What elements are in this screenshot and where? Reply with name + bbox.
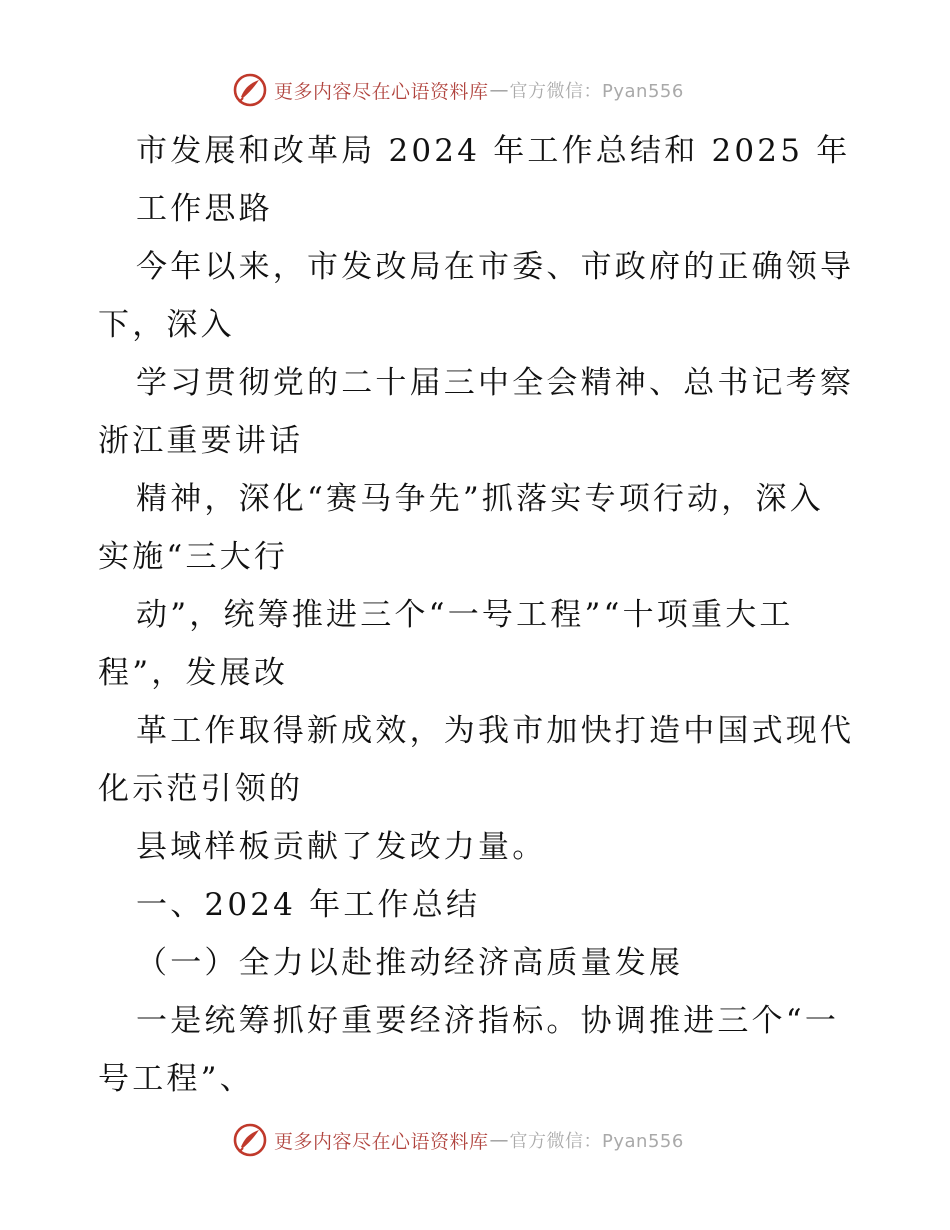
paragraph-line: 一是统筹抓好重要经济指标。协调推进三个“一 <box>136 1003 840 1039</box>
paragraph-line: 学习贯彻党的二十届三中全会精神、总书记考察 <box>136 365 855 401</box>
paragraph-line: 今年以来，市发改局在市委、市政府的正确领导 <box>136 249 855 285</box>
watermark-footer <box>232 1120 684 1160</box>
paragraph-line: 实施“三大行 <box>98 539 289 575</box>
paragraph-line: 程”，发展改 <box>98 655 289 691</box>
paragraph-line: 动”，统筹推进三个“一号工程”“十项重大工 <box>136 597 794 633</box>
title-line-2: 工作思路 <box>136 191 273 227</box>
paragraph-line: 号工程”、 <box>98 1061 254 1097</box>
watermark-contact: 官方微信：Pyan556 <box>509 81 684 102</box>
paragraph-line: 革工作取得新成效，为我市加快打造中国式现代 <box>136 713 855 749</box>
paragraph-line: 化示范引领的 <box>98 771 304 807</box>
subsection-heading: （一）全力以赴推动经济高质量发展 <box>136 945 684 981</box>
document-body <box>98 122 858 1108</box>
section-heading: 一、2024 年工作总结 <box>136 887 481 923</box>
paragraph-line: 浙江重要讲话 <box>98 423 304 459</box>
watermark-header <box>232 70 684 110</box>
watermark-contact: 官方微信：Pyan556 <box>509 1131 684 1152</box>
pen-logo-icon <box>232 1122 268 1158</box>
pen-logo-icon <box>232 72 268 108</box>
title-line-1: 市发展和改革局 2024 年工作总结和 2025 年 <box>136 133 851 169</box>
watermark-brand: 更多内容尽在心语资料库 <box>274 80 489 103</box>
paragraph-line: 精神，深化“赛马争先”抓落实专项行动，深入 <box>136 481 824 517</box>
watermark-brand: 更多内容尽在心语资料库 <box>274 1130 489 1153</box>
paragraph-line: 县域样板贡献了发改力量。 <box>136 829 547 865</box>
watermark-separator: — <box>489 79 509 101</box>
paragraph-line: 下，深入 <box>98 307 235 343</box>
watermark-separator: — <box>489 1129 509 1151</box>
